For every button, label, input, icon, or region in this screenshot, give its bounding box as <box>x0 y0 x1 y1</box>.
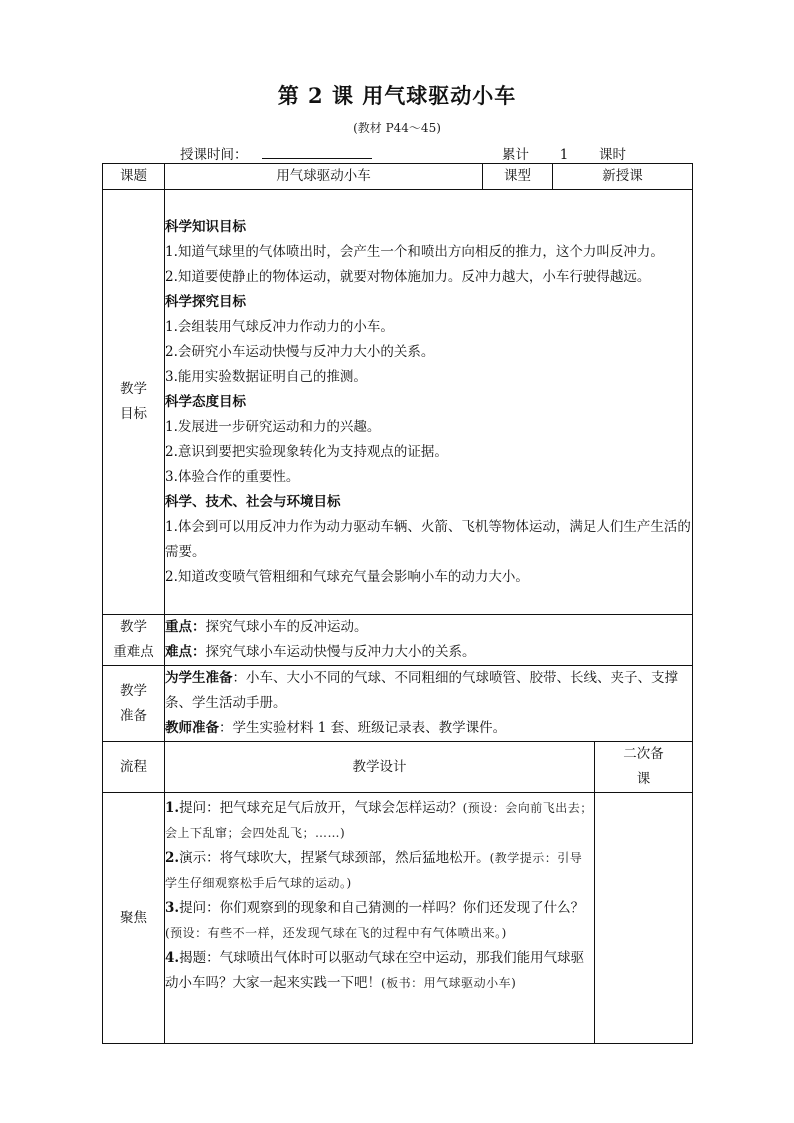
cum-prefix: 累计 <box>502 147 529 163</box>
key-point: 重点：探究气球小车的反冲运动。 <box>165 619 368 635</box>
lesson-meta <box>180 143 650 161</box>
process-label: 流程 <box>103 742 165 793</box>
focus-step: 3.提问：你们观察到的现象和自己猜测的一样吗？你们还发现了什么？(预设：有些不一样，还发现气球在飞的过程中有气体喷出来。) <box>165 900 585 940</box>
cum-suffix: 课时 <box>599 147 626 163</box>
focus-step: 4.揭题：气球喷出气体时可以驱动气球在空中运动，那我们能用气球驱动小车吗？大家一起来实践一下吧！(板书：用气球驱动小车) <box>165 950 585 991</box>
attitude-goal-heading: 科学态度目标 <box>165 393 246 410</box>
lesson-type-label: 课型 <box>483 164 553 190</box>
objective-item: 2.知道改变喷气管粗细和气球充气量会影响小车的动力大小。 <box>165 568 529 585</box>
objective-item: 3.能用实验数据证明自己的推测。 <box>165 368 367 385</box>
objectives-content <box>165 190 693 615</box>
focus-step: 2.演示：将气球吹大，捏紧气球颈部，然后猛地松开。(教学提示：引导学生仔细观察松手后气球的运动。) <box>165 850 583 890</box>
design-label: 教学设计 <box>165 742 595 793</box>
process-header-row <box>103 742 693 793</box>
keypoints-row <box>103 615 693 666</box>
objective-item: 3.体验合作的重要性。 <box>165 468 300 485</box>
objective-item: 2.意识到要把实验现象转化为支持观点的证据。 <box>165 443 448 460</box>
preparation-content <box>165 666 693 742</box>
focus-step: 1.提问：把气球充足气后放开，气球会怎样运动？(预设：会向前飞出去；会上下乱窜；会四处乱飞；……) <box>165 800 593 840</box>
teaching-time-label: 授课时间： <box>180 147 248 163</box>
focus-row <box>103 793 693 1044</box>
topic-row <box>103 164 693 190</box>
lesson-title: 第 2 课 用气球驱动小车 <box>277 83 517 108</box>
cum-value: 1 <box>529 148 599 164</box>
keypoints-content <box>165 615 693 666</box>
lesson-plan-table <box>102 163 693 1044</box>
objective-item: 1.体会到可以用反冲力作为动力驱动车辆、火箭、飞机等物体运动，满足人们生产生活的需要。 <box>165 518 691 560</box>
objective-item: 1.会组装用气球反冲力作动力的小车。 <box>165 318 394 335</box>
teacher-preparation: 教师准备：学生实验材料 1 套、班级记录表、教学课件。 <box>165 720 507 736</box>
lesson-type-value: 新授课 <box>553 164 693 190</box>
inquiry-goal-heading: 科学探究目标 <box>165 293 246 310</box>
cumulative-hours <box>502 143 626 164</box>
second-prep-label: 二次备 课 <box>595 742 693 793</box>
objective-item: 2.知道要使静止的物体运动，就要对物体施加力。反冲力越大，小车行驶得越远。 <box>165 268 651 285</box>
textbook-pages: (教材 P44～45) <box>353 121 441 135</box>
topic-value: 用气球驱动小车 <box>165 164 483 190</box>
keypoints-label: 教学 重难点 <box>103 615 165 666</box>
student-preparation: 为学生准备：小车、大小不同的气球、不同粗细的气球喷管、胶带、长线、夹子、支撑条、学生活动手册。 <box>165 670 678 711</box>
second-prep-cell <box>595 793 693 1044</box>
objective-item: 2.会研究小车运动快慢与反冲力大小的关系。 <box>165 343 435 360</box>
preparation-row <box>103 666 693 742</box>
focus-content <box>165 793 595 1044</box>
stse-goal-heading: 科学、技术、社会与环境目标 <box>165 493 341 510</box>
teaching-time-blank <box>262 143 372 159</box>
focus-label: 聚焦 <box>103 793 165 1044</box>
objective-item: 1.知道气球里的气体喷出时，会产生一个和喷出方向相反的推力，这个力叫反冲力。 <box>165 243 664 260</box>
knowledge-goal-heading: 科学知识目标 <box>165 218 246 235</box>
objective-item: 1.发展进一步研究运动和力的兴趣。 <box>165 418 381 435</box>
topic-label: 课题 <box>103 164 165 190</box>
objectives-label: 教学 目标 <box>103 190 165 615</box>
difficult-point: 难点：探究气球小车运动快慢与反冲力大小的关系。 <box>165 644 476 660</box>
objectives-row <box>103 190 693 615</box>
preparation-label: 教学 准备 <box>103 666 165 742</box>
